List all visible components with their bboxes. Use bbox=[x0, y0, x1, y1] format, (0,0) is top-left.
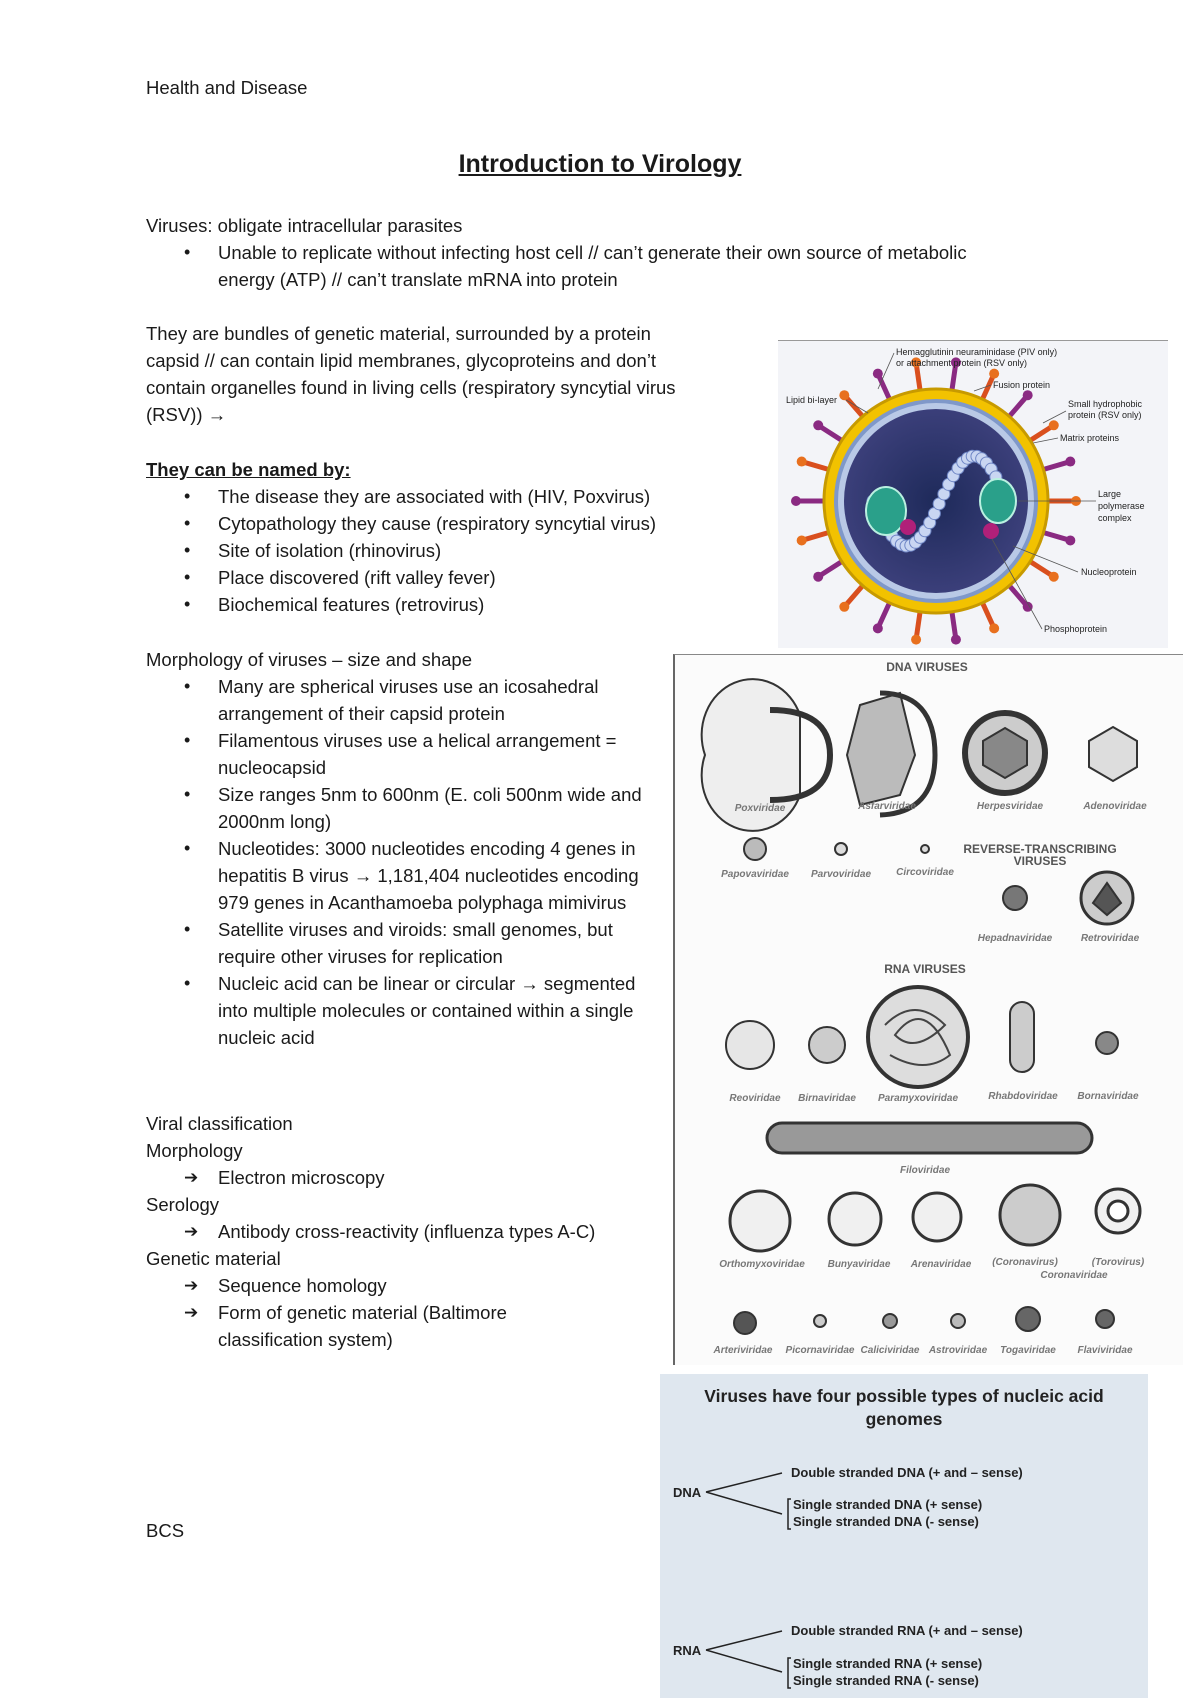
dna-ss-neg: Single stranded DNA (- sense) bbox=[793, 1514, 979, 1529]
morphology-item: • Satellite viruses and viroids: small genomes, but require other viruses for replication bbox=[146, 916, 666, 970]
glycoprotein-spike-head bbox=[839, 390, 849, 400]
naming-item: • The disease they are associated with (HIV, Poxvirus) bbox=[146, 483, 706, 510]
intro-bullets bbox=[146, 239, 986, 293]
rsv-label: complex bbox=[1098, 513, 1132, 523]
family-label: Papovaviridae bbox=[721, 869, 789, 880]
parvoviridae-shape bbox=[835, 843, 847, 855]
family-label: Caliciviridae bbox=[860, 1345, 920, 1356]
paramyxoviridae-shape bbox=[868, 987, 968, 1087]
family-label: Circoviridae bbox=[896, 867, 954, 878]
polymerase-complex bbox=[980, 479, 1016, 523]
header-subject: Health and Disease bbox=[146, 77, 308, 98]
reoviridae-shape bbox=[726, 1021, 774, 1069]
morphology-item: • Nucleotides: 3000 nucleotides encoding 4 genes in hepatitis B virus → 1,181,404 nucleotides encoding 979 genes in Acanthamoeba polyphaga mimivirus bbox=[146, 835, 666, 916]
naming-list bbox=[146, 483, 706, 618]
rt-title: REVERSE-TRANSCRIBING bbox=[963, 842, 1117, 856]
family-label: Arenaviridae bbox=[910, 1259, 972, 1270]
glycoprotein-spike-head bbox=[873, 623, 883, 633]
bundles-line-2: capsid // can contain lipid membranes, glycoproteins and don’t bbox=[146, 350, 657, 371]
classification-group-serology: Serology bbox=[146, 1194, 220, 1215]
papovaviridae-shape bbox=[744, 838, 766, 860]
asfarviridae-shape bbox=[847, 693, 915, 805]
picornaviridae-shape bbox=[814, 1315, 826, 1327]
bunyaviridae-shape bbox=[829, 1193, 881, 1245]
family-label: (Torovirus) bbox=[1091, 1257, 1145, 1268]
bundles-line-1: They are bundles of genetic material, surrounded by a protein bbox=[146, 323, 651, 344]
morphology-item: • Size ranges 5nm to 600nm (E. coli 500nm wide and 2000nm long) bbox=[146, 781, 666, 835]
glycoprotein-spike-head bbox=[911, 635, 921, 645]
rsv-label: Lipid bi-layer bbox=[786, 395, 838, 405]
family-label: Coronaviridae bbox=[1040, 1270, 1108, 1281]
bundles-line-3: contain organelles found in living cells (respiratory syncytial virus bbox=[146, 377, 676, 398]
rna-ds: Double stranded RNA (+ and – sense) bbox=[791, 1623, 1023, 1638]
rna-ss-pos: Single stranded RNA (+ sense) bbox=[793, 1656, 983, 1671]
rsv-label: Phosphoprotein bbox=[1044, 624, 1108, 634]
page-title: Introduction to Virology bbox=[458, 150, 742, 178]
genome-diagram bbox=[660, 1374, 1148, 1698]
classification-morphology-list bbox=[146, 1164, 666, 1191]
caliciviridae-shape bbox=[883, 1314, 897, 1328]
classification-heading: Viral classification bbox=[146, 1113, 293, 1134]
rhabdoviridae-shape bbox=[1010, 1002, 1034, 1072]
virus-families-figure bbox=[673, 654, 1183, 1365]
glycoprotein-spike-head bbox=[1065, 457, 1075, 467]
glycoprotein-spike-head bbox=[1023, 390, 1033, 400]
glycoprotein-spike-head bbox=[797, 457, 807, 467]
naming-item: • Place discovered (rift valley fever) bbox=[146, 564, 706, 591]
flaviviridae-shape bbox=[1096, 1310, 1114, 1328]
family-label: (Coronavirus) bbox=[992, 1257, 1058, 1268]
morphology-heading: Morphology of viruses – size and shape bbox=[146, 649, 472, 670]
morphology-list bbox=[146, 673, 666, 1051]
family-label: Hepadnaviridae bbox=[977, 933, 1053, 944]
glycoprotein-spike-head bbox=[989, 623, 999, 633]
phosphoprotein bbox=[900, 519, 916, 535]
rna-viruses-title: RNA VIRUSES bbox=[884, 962, 966, 976]
family-label: Rhabdoviridae bbox=[988, 1091, 1058, 1102]
rsv-label: Small hydrophobic bbox=[1068, 399, 1143, 409]
family-label: Orthomyxoviridae bbox=[719, 1259, 805, 1270]
family-label: Filoviridae bbox=[899, 1165, 951, 1176]
glycoprotein-spike-head bbox=[1049, 572, 1059, 582]
hepadnaviridae-shape bbox=[1003, 886, 1027, 910]
glycoprotein-spike-head bbox=[839, 602, 849, 612]
glycoprotein-spike-head bbox=[873, 369, 883, 379]
classification-item: ➔ Electron microscopy bbox=[146, 1164, 666, 1191]
families-diagram bbox=[675, 655, 1183, 1365]
family-label: Flaviviridae bbox=[1077, 1345, 1133, 1356]
bornaviridae-shape bbox=[1096, 1032, 1118, 1054]
rsv-label: Nucleoprotein bbox=[1081, 567, 1137, 577]
glycoprotein-spike-head bbox=[951, 635, 961, 645]
morphology-item: • Nucleic acid can be linear or circular → segmented into multiple molecules or contained within a single nucleic acid bbox=[146, 970, 666, 1051]
footer-label: BCS bbox=[146, 1520, 185, 1541]
classification-group-morphology: Morphology bbox=[146, 1140, 243, 1161]
orthomyxoviridae-shape bbox=[730, 1191, 790, 1251]
family-label: Reoviridae bbox=[729, 1093, 781, 1104]
family-label: Togaviridae bbox=[1000, 1345, 1056, 1356]
family-label: Adenoviridae bbox=[1083, 801, 1147, 812]
dna-ss-pos: Single stranded DNA (+ sense) bbox=[793, 1497, 983, 1512]
birnaviridae-shape bbox=[809, 1027, 845, 1063]
glycoprotein-spike-head bbox=[797, 535, 807, 545]
bundles-line-4: (RSV)) → bbox=[146, 404, 227, 425]
morphology-item: • Many are spherical viruses use an icosahedral arrangement of their capsid protein bbox=[146, 673, 666, 727]
naming-item: • Biochemical features (retrovirus) bbox=[146, 591, 706, 618]
classification-item: ➔ Antibody cross-reactivity (influenza types A-C) bbox=[146, 1218, 666, 1245]
genome-connectors bbox=[706, 1473, 791, 1688]
torovirus-shape bbox=[1108, 1201, 1128, 1221]
genome-types-figure bbox=[660, 1374, 1148, 1698]
circoviridae-shape bbox=[921, 845, 929, 853]
rsv-diagram bbox=[778, 341, 1168, 648]
family-label: Asfarviridae bbox=[858, 801, 916, 812]
intro-line: Viruses: obligate intracellular parasites bbox=[146, 215, 463, 236]
togaviridae-shape bbox=[1016, 1307, 1040, 1331]
glycoprotein-spike-head bbox=[1049, 420, 1059, 430]
phosphoprotein bbox=[983, 523, 999, 539]
family-label: Poxviridae bbox=[734, 803, 786, 814]
adenoviridae-shape bbox=[1089, 727, 1137, 781]
family-label: Astroviridae bbox=[928, 1345, 988, 1356]
dna-label: DNA bbox=[673, 1485, 702, 1500]
rna-ss-neg: Single stranded RNA (- sense) bbox=[793, 1673, 979, 1688]
classification-genetic-list bbox=[146, 1272, 566, 1353]
rsv-label: Matrix proteins bbox=[1060, 433, 1120, 443]
rsv-label: Fusion protein bbox=[993, 380, 1051, 390]
rt-title: VIRUSES bbox=[1013, 854, 1067, 868]
arenaviridae-shape bbox=[913, 1193, 961, 1241]
morphology-item: • Filamentous viruses use a helical arrangement = nucleocapsid bbox=[146, 727, 666, 781]
rsv-label: or attachment protein (RSV only) bbox=[896, 358, 1028, 368]
naming-heading: They can be named by: bbox=[146, 459, 351, 480]
naming-item: • Cytopathology they cause (respiratory syncytial virus) bbox=[146, 510, 706, 537]
dna-ds: Double stranded DNA (+ and – sense) bbox=[791, 1465, 1023, 1480]
genome-title: Viruses have four possible types of nucleic acid bbox=[704, 1386, 1104, 1406]
family-label: Picornaviridae bbox=[785, 1345, 855, 1356]
family-label: Bunyaviridae bbox=[827, 1259, 891, 1270]
family-label: Arteriviridae bbox=[713, 1345, 773, 1356]
family-label: Bornaviridae bbox=[1077, 1091, 1139, 1102]
rsv-label: protein (RSV only) bbox=[1068, 410, 1142, 420]
naming-item: • Site of isolation (rhinovirus) bbox=[146, 537, 706, 564]
family-label: Herpesviridae bbox=[976, 801, 1044, 812]
filoviridae-shape bbox=[767, 1123, 1092, 1153]
rna-label: RNA bbox=[673, 1643, 702, 1658]
glycoprotein-spike-head bbox=[813, 420, 823, 430]
dna-viruses-title: DNA VIRUSES bbox=[886, 660, 968, 674]
glycoprotein-spike-head bbox=[1065, 535, 1075, 545]
classification-item: ➔ Sequence homology bbox=[146, 1272, 566, 1299]
glycoprotein-spike-head bbox=[791, 496, 801, 506]
astroviridae-shape bbox=[951, 1314, 965, 1328]
glycoprotein-spike-head bbox=[989, 369, 999, 379]
genome-title: genomes bbox=[865, 1409, 943, 1429]
classification-group-genetic: Genetic material bbox=[146, 1248, 281, 1269]
intro-bullet: • Unable to replicate without infecting host cell // can’t generate their own source of metabolic energy (ATP) // can’t translate mRNA into protein bbox=[146, 239, 986, 293]
glycoprotein-spike-head bbox=[813, 572, 823, 582]
rsv-label: polymerase bbox=[1098, 501, 1145, 511]
rsv-label: Hemagglutinin neuraminidase (PIV only) bbox=[896, 347, 1058, 357]
family-label: Birnaviridae bbox=[798, 1093, 856, 1104]
classification-item: ➔ Form of genetic material (Baltimore classification system) bbox=[146, 1299, 566, 1353]
arteriviridae-shape bbox=[734, 1312, 756, 1334]
classification-serology-list bbox=[146, 1218, 666, 1245]
polymerase-complex bbox=[866, 487, 906, 535]
rsv-label: Large bbox=[1098, 489, 1122, 499]
family-label: Paramyxoviridae bbox=[877, 1093, 959, 1104]
coronavirus-shape bbox=[1000, 1185, 1060, 1245]
family-label: Retroviridae bbox=[1080, 933, 1140, 944]
family-label: Parvoviridae bbox=[810, 869, 872, 880]
rsv-structure-figure bbox=[778, 340, 1168, 648]
